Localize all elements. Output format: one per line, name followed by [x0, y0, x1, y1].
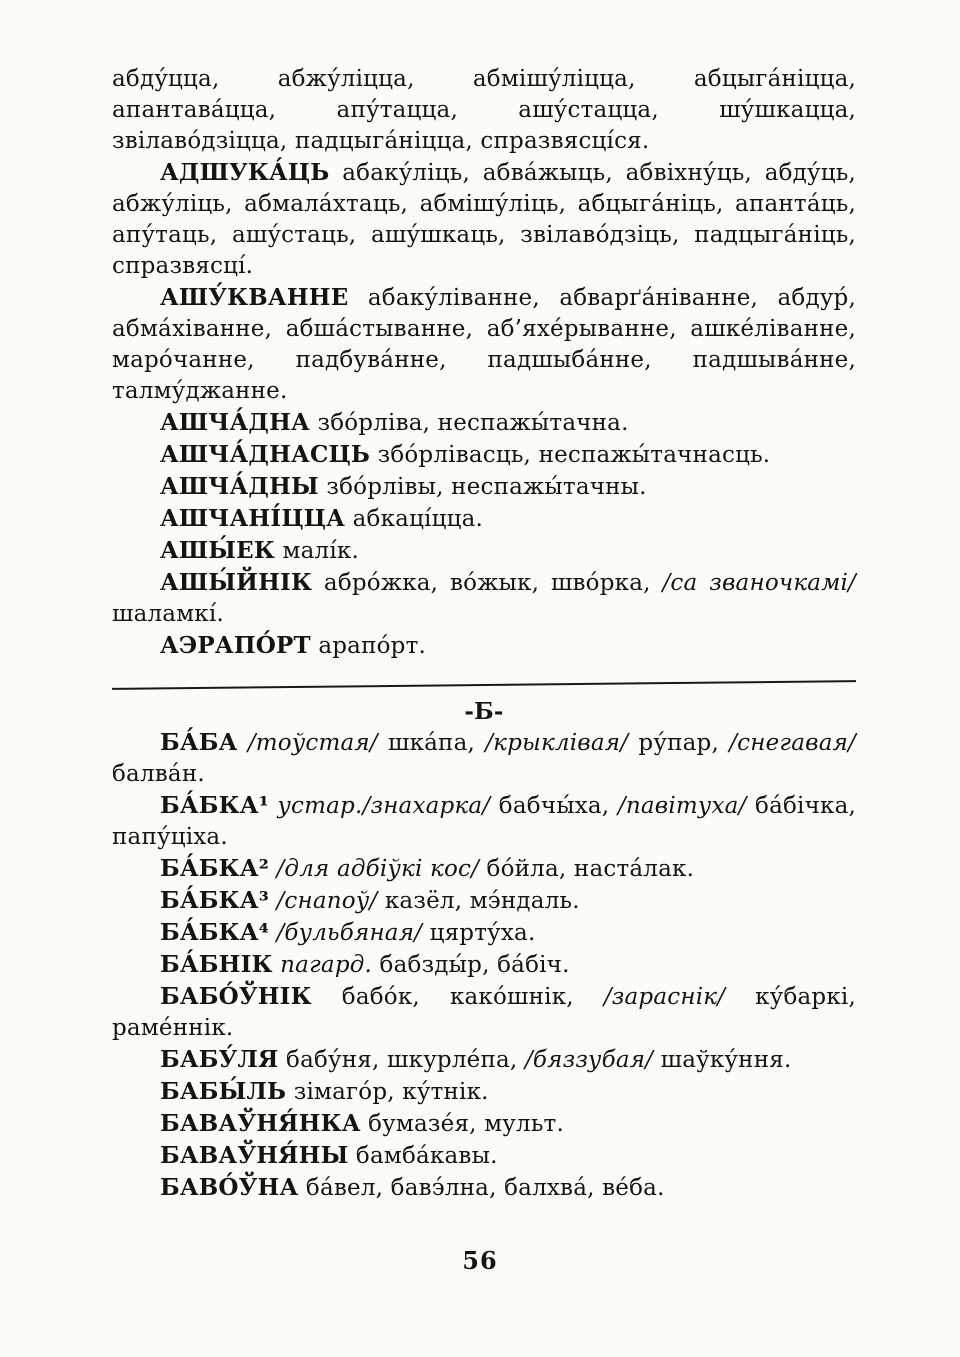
entry-text: казёл, мэ́ндаль. — [377, 888, 580, 914]
entry-text: бабчы́ха, — [490, 793, 618, 819]
dictionary-entry — [112, 503, 856, 535]
headword: АШЧА́ДНАСЦЬ — [160, 441, 371, 468]
dictionary-entry — [112, 949, 856, 981]
headword: БА́БКА⁴ — [160, 919, 269, 946]
headword: БА́БКА² — [160, 855, 269, 882]
headword: БАВАЎНЯ́НКА — [160, 1110, 361, 1137]
usage-label: /зараснік/ — [603, 984, 726, 1010]
entry-text: ку́баркі, раме́ннік. — [112, 984, 856, 1041]
dictionary-entry — [112, 1108, 856, 1140]
dictionary-entry — [112, 567, 856, 630]
headword: БА́БНІК — [160, 951, 273, 978]
headword: БАБЫ́ЛЬ — [160, 1078, 287, 1105]
entry-text: цярту́ха. — [422, 920, 536, 946]
entries-bottom — [112, 727, 856, 1204]
entry-text: шаламкі́. — [112, 601, 224, 627]
entry-text: балва́н. — [112, 761, 205, 787]
dictionary-entry — [112, 64, 856, 157]
dictionary-entry — [112, 1172, 856, 1204]
dictionary-entry — [112, 157, 856, 282]
usage-label: /крыклівая/ — [485, 730, 629, 756]
headword: БА́БКА¹ — [160, 792, 269, 819]
entry-text: збо́рлівасць, неспажы́тачнасць. — [370, 442, 771, 468]
headword: АШЧА́ДНЫ — [160, 473, 319, 500]
dictionary-entry — [112, 853, 856, 885]
dictionary-entry — [112, 981, 856, 1044]
dictionary-entry — [112, 439, 856, 471]
headword: БАВО́ЎНА — [160, 1174, 299, 1201]
entry-text: малі́к. — [275, 538, 359, 564]
headword: АЭРАПО́РТ — [160, 632, 311, 659]
headword: БАБУ́ЛЯ — [160, 1046, 279, 1073]
entry-text: абаку́ліванне, абварґа́ніванне, абдур́, абма́хіванне, абша́стыванне, аб’яхе́рыванне, ашке́ліванне, маро́чанне, падбува́нне, падшыба́нне, падшыва́нне, талму́джанне. — [112, 285, 856, 404]
section-header: -Б- — [464, 698, 504, 725]
dictionary-entry — [112, 535, 856, 567]
headword: АШЫ́ЙНІК — [160, 569, 313, 596]
entry-text — [269, 793, 278, 819]
usage-label: /бульбяная/ — [276, 920, 423, 946]
entry-text: абкаці́цца. — [345, 506, 484, 532]
dictionary-entry — [112, 630, 856, 662]
entry-text: зімаго́р, ку́тнік. — [286, 1079, 489, 1105]
headword: БАВАЎНЯ́НЫ — [160, 1142, 349, 1169]
usage-label: /павітуха/ — [617, 793, 747, 819]
dictionary-entry — [112, 471, 856, 503]
headword: БА́БКА³ — [160, 887, 269, 914]
entry-text: бабзды́р, ба́біч. — [372, 952, 570, 978]
usage-label: /для адбіўкі кос/ — [276, 856, 480, 882]
dictionary-entry — [112, 790, 856, 853]
entry-text: ба́бічка, папу́ціха. — [112, 793, 856, 850]
dictionary-entry — [112, 1076, 856, 1108]
entry-text: шка́па, — [377, 730, 486, 756]
entry-text — [238, 730, 248, 756]
usage-label: /са званочкамі/ — [662, 570, 856, 596]
entry-text: бамба́кавы. — [348, 1143, 498, 1169]
entry-text: збо́рліва, неспажы́тачна. — [309, 410, 629, 436]
dictionary-entry — [112, 885, 856, 917]
entry-text: шаўку́ння. — [653, 1047, 792, 1073]
usage-label: /бяззубая/ — [524, 1047, 654, 1073]
entry-text: бумазе́я, мульт. — [360, 1111, 564, 1137]
entry-text: бабо́к, како́шнік, — [311, 984, 604, 1010]
text-block — [112, 64, 856, 1204]
headword: БА́БА — [160, 729, 238, 756]
dictionary-entry — [112, 917, 856, 949]
headword: АШЧАНІ́ЦЦА — [160, 505, 346, 532]
entry-text: абро́жка, во́жык, шво́рка, — [312, 570, 663, 596]
dictionary-entry — [112, 1044, 856, 1076]
entry-text: збо́рлівы, неспажы́тачны. — [318, 474, 647, 500]
headword: БАБО́ЎНІК — [160, 983, 312, 1010]
usage-label: /снегавая/ — [729, 730, 856, 756]
headword: АШЫ́ЕК — [160, 537, 275, 564]
headword: АШЧА́ДНА — [160, 409, 310, 436]
entry-text: бабу́ня, шкурле́па, — [278, 1047, 525, 1073]
entry-text: арапо́рт. — [310, 633, 427, 659]
section-divider-rule — [112, 680, 856, 690]
usage-label: /снапоў/ — [276, 888, 378, 914]
dictionary-entry — [112, 282, 856, 407]
entry-text: бо́йла, наста́лак. — [479, 856, 695, 882]
entry-text: ру́пар, — [628, 730, 730, 756]
entries-top — [112, 64, 856, 662]
page-number: 56 — [462, 1246, 498, 1275]
headword: АДШУКА́ЦЬ — [160, 159, 330, 186]
dictionary-entry — [112, 1140, 856, 1172]
dictionary-entry — [112, 407, 856, 439]
entry-text: абаку́ліць, абва́жыць, абвіхну́ць, абду́ць, абжу́ліць, абмала́хтаць, абмішу́ліць, абцыга́ніць, апанта́ць, апу́таць, ашу́стаць, ашу́шкаць, звілаво́дзіць, падцыга́ніць, спразвясці́. — [112, 160, 856, 279]
entry-text: ба́вел, бавэ́лна, балхва́, ве́ба. — [298, 1175, 665, 1201]
headword: АШУ́КВАННЕ — [160, 284, 349, 311]
entry-text: абду́цца, абжу́ліцца, абмішу́ліцца, абцыга́ніцца, апантава́цца, апу́тацца, ашу́стацца, шу́шкацца, звілаво́дзіцца, падцыга́ніцца, спразвясці́ся. — [112, 66, 856, 154]
usage-label: пагард. — [280, 952, 373, 978]
usage-label: устар./знахарка/ — [277, 793, 491, 819]
usage-label: /тоўстая/ — [247, 730, 378, 756]
dictionary-entry — [112, 727, 856, 790]
